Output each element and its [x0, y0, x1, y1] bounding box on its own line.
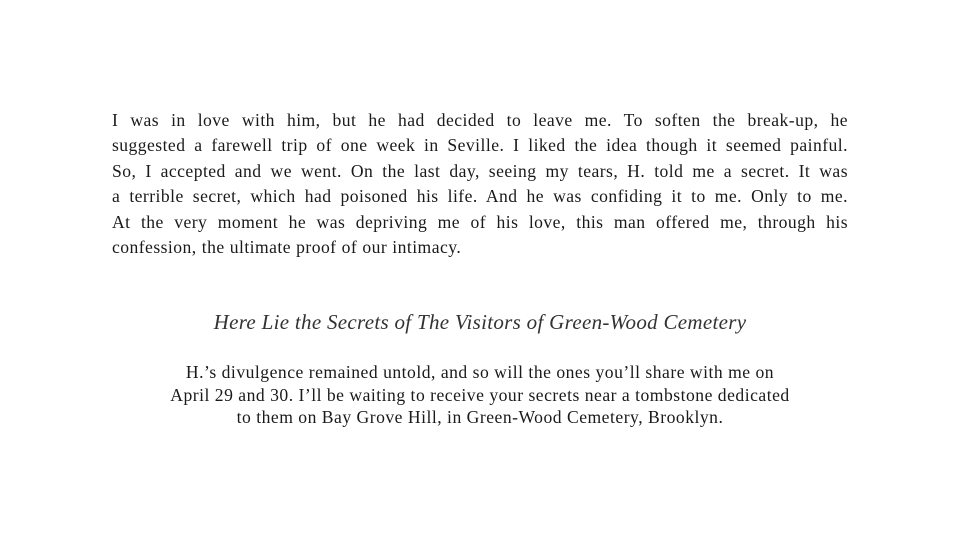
- story-line: At the very moment he was depriving me of his love, this man offered me, through his: [112, 211, 848, 232]
- story-line: I was in love with him, but he had decided to leave me. To soften the break-up, he: [112, 110, 848, 130]
- story-line: a terrible secret, which had poisoned his life. And he was confiding it to me. Only to me.: [112, 186, 848, 207]
- invitation-line: H.’s divulgence remained untold, and so will the ones you’ll share with me on: [185, 362, 775, 382]
- story-paragraph: [112, 108, 848, 260]
- section-heading: Here Lie the Secrets of The Visitors of Green-Wood Cemetery: [213, 310, 747, 334]
- invitation-paragraph: [0, 361, 960, 429]
- story-line: So, I accepted and we went. On the last day, seeing my tears, H. told me a secret. It was: [112, 160, 848, 181]
- story-line: suggested a farewell trip of one week in Seville. I liked the idea though it seemed painful.: [112, 135, 848, 156]
- story-line: confession, the ultimate proof of our intimacy.: [112, 237, 462, 258]
- invitation-line: to them on Bay Grove Hill, in Green-Wood Cemetery, Brooklyn.: [236, 407, 724, 428]
- invitation-line: April 29 and 30. I’ll be waiting to receive your secrets near a tombstone dedicated: [170, 384, 790, 405]
